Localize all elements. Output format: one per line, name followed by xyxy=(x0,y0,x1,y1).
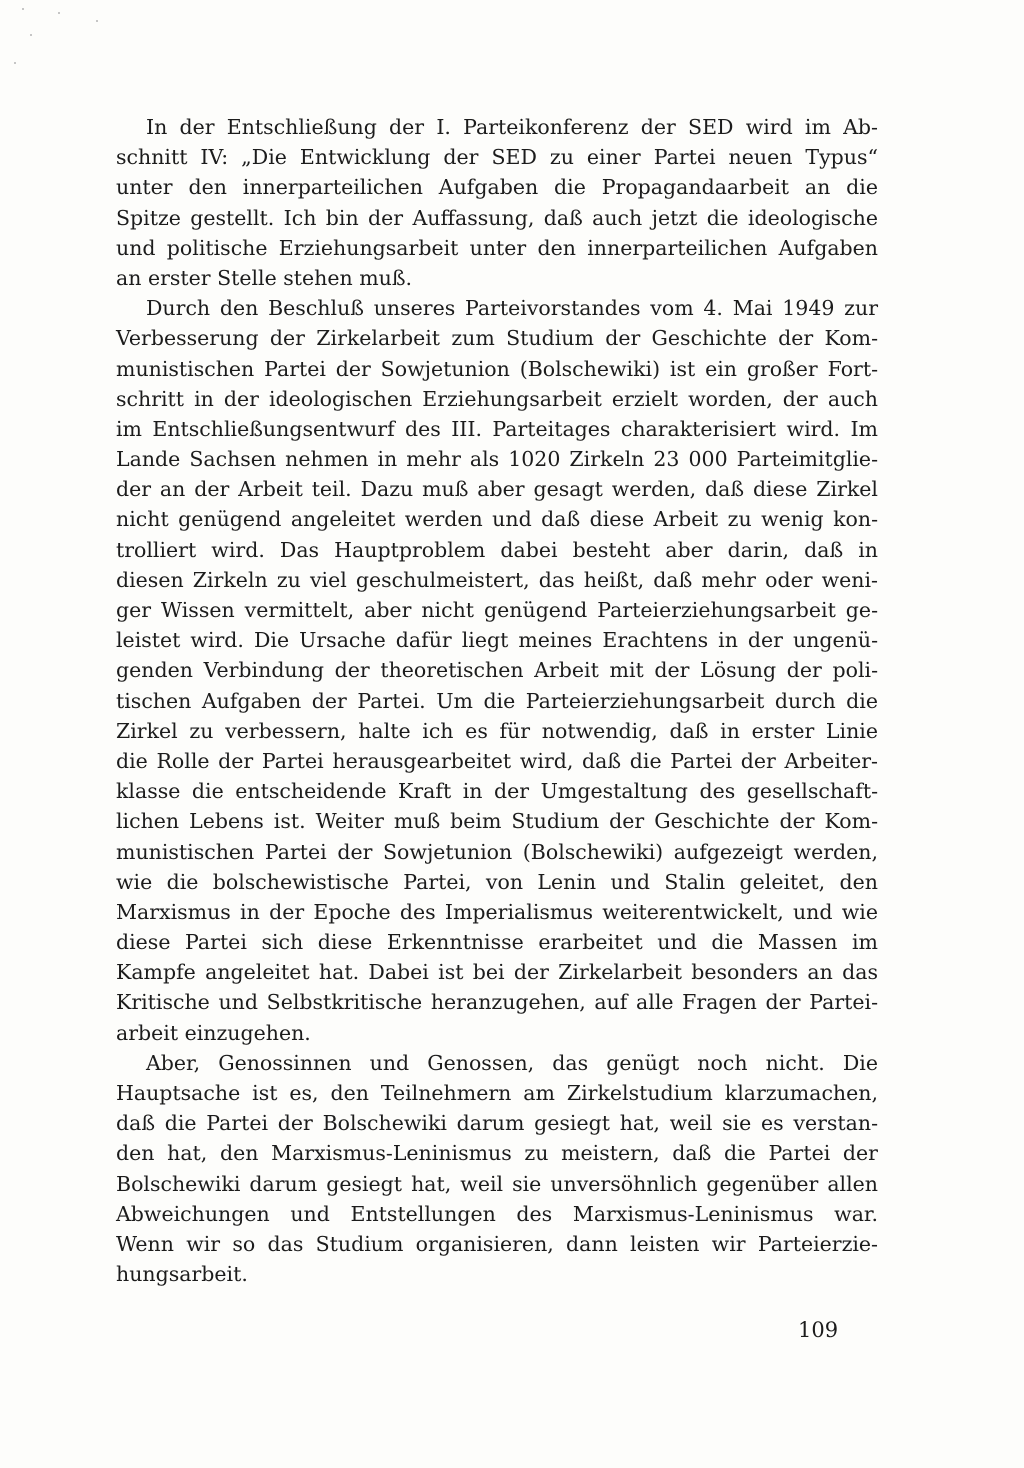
text-line: daß die Partei der Bolschewiki darum gesiegt hat, weil sie es verstan- xyxy=(116,1111,878,1136)
paper-speck xyxy=(14,62,16,64)
text-line: munistischen Partei der Sowjetunion (Bolschewiki) aufgezeigt werden, xyxy=(116,839,878,864)
text-line: Zirkel zu verbessern, halte ich es für notwendig, daß in erster Linie xyxy=(116,718,878,743)
text-line: lichen Lebens ist. Weiter muß beim Studium der Geschichte der Kom- xyxy=(116,809,878,834)
body-text xyxy=(116,112,878,1289)
text-line: und politische Erziehungsarbeit unter den innerparteilichen Aufgaben xyxy=(116,235,878,260)
text-line: diese Partei sich diese Erkenntnisse erarbeitet und die Massen im xyxy=(116,930,878,955)
text-line: Abweichungen und Entstellungen des Marxismus-Leninismus war. xyxy=(116,1201,878,1226)
text-line: schritt in der ideologischen Erziehungsarbeit erzielt worden, der auch xyxy=(116,386,878,411)
page-number: 109 xyxy=(798,1318,839,1342)
text-line: diesen Zirkeln zu viel geschulmeistert, das heißt, daß mehr oder weni- xyxy=(116,567,878,592)
text-line: Spitze gestellt. Ich bin der Auffassung, daß auch jetzt die ideologische xyxy=(116,205,878,230)
text-line: nicht genügend angeleitet werden und daß diese Arbeit zu wenig kon- xyxy=(116,507,878,532)
text-line: den hat, den Marxismus-Leninismus zu meistern, daß die Partei der xyxy=(116,1141,878,1166)
text-line: schnitt IV: „Die Entwicklung der SED zu einer Partei neuen Typus“ xyxy=(116,145,878,170)
paper-speck xyxy=(58,12,60,14)
text-line: wie die bolschewistische Partei, von Lenin und Stalin geleitet, den xyxy=(116,869,878,894)
text-line: hungsarbeit. xyxy=(116,1262,248,1287)
text-line: Hauptsache ist es, den Teilnehmern am Zirkelstudium klarzumachen, xyxy=(116,1081,878,1105)
text-line: tischen Aufgaben der Partei. Um die Parteierziehungsarbeit durch die xyxy=(116,688,878,713)
paragraph-1 xyxy=(116,112,878,293)
text-line: Durch den Beschluß unseres Parteivorstandes vom 4. Mai 1949 zur xyxy=(146,296,878,321)
text-line: im Entschließungsentwurf des III. Parteitages charakterisiert wird. Im xyxy=(116,416,878,441)
paper-speck xyxy=(22,8,24,10)
text-line: genden Verbindung der theoretischen Arbeit mit der Lösung der poli- xyxy=(116,658,878,683)
text-line: trolliert wird. Das Hauptproblem dabei besteht aber darin, daß in xyxy=(116,537,878,562)
text-line: leistet wird. Die Ursache dafür liegt meines Erachtens in der ungenü- xyxy=(116,628,878,653)
text-line: Kampfe angeleitet hat. Dabei ist bei der Zirkelarbeit besonders an das xyxy=(116,960,878,985)
text-line: Kritische und Selbstkritische heranzugehen, auf alle Fragen der Partei- xyxy=(116,990,878,1015)
text-line: In der Entschließung der I. Parteikonferenz der SED wird im Ab- xyxy=(146,115,878,139)
paper-speck xyxy=(96,20,98,22)
text-line: arbeit einzugehen. xyxy=(116,1020,311,1045)
text-line: ger Wissen vermittelt, aber nicht genügend Parteierziehungsarbeit ge- xyxy=(116,598,878,622)
text-line: der an der Arbeit teil. Dazu muß aber gesagt werden, daß diese Zirkel xyxy=(116,477,878,502)
text-line: Marxismus in der Epoche des Imperialismus weiterentwickelt, und wie xyxy=(116,899,878,924)
text-line: unter den innerparteilichen Aufgaben die Propagandaarbeit an die xyxy=(116,175,878,200)
text-line: Lande Sachsen nehmen in mehr als 1020 Zirkeln 23 000 Parteimitglie- xyxy=(116,447,878,472)
paper-speck xyxy=(30,34,32,36)
text-line: an erster Stelle stehen muß. xyxy=(116,265,413,290)
paragraph-2 xyxy=(116,293,878,1048)
text-line: Wenn wir so das Studium organisieren, dann leisten wir Parteierzie- xyxy=(116,1231,878,1256)
text-line: Aber, Genossinnen und Genossen, das genügt noch nicht. Die xyxy=(146,1050,878,1075)
text-line: Bolschewiki darum gesiegt hat, weil sie unversöhnlich gegenüber allen xyxy=(116,1171,878,1196)
text-line: munistischen Partei der Sowjetunion (Bolschewiki) ist ein großer Fort- xyxy=(116,356,878,381)
paragraph-3 xyxy=(116,1048,878,1290)
text-line: die Rolle der Partei herausgearbeitet wird, daß die Partei der Arbeiter- xyxy=(116,748,878,773)
text-line: Verbesserung der Zirkelarbeit zum Studium der Geschichte der Kom- xyxy=(116,326,878,351)
text-line: klasse die entscheidende Kraft in der Umgestaltung des gesellschaft- xyxy=(116,779,878,804)
